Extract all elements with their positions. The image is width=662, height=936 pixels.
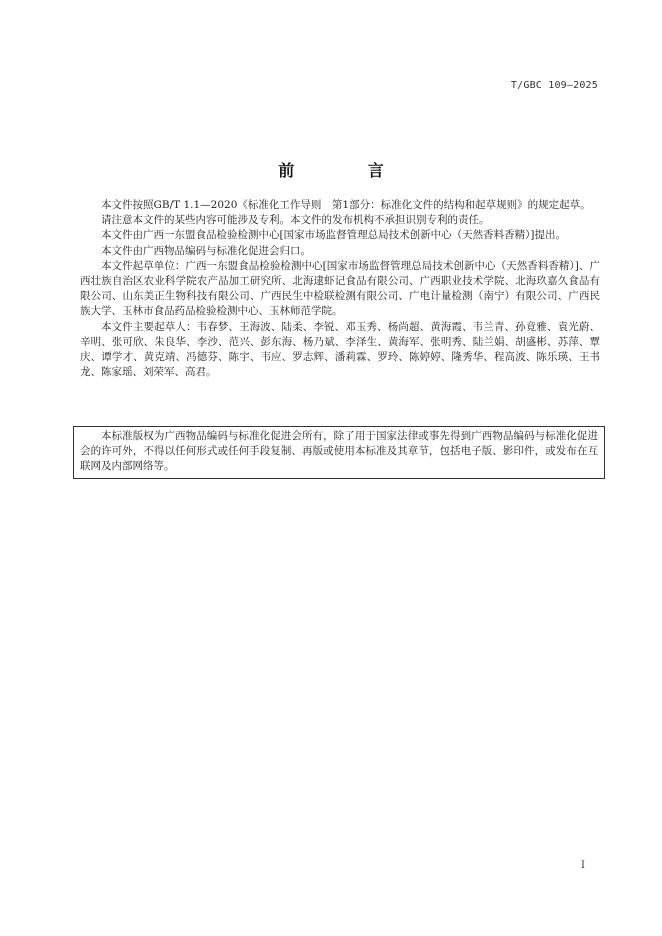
- paragraph-administrator: 本文件由广西物品编码与标准化促进会归口。: [101, 244, 311, 257]
- copyright-notice-box: [73, 426, 605, 479]
- copyright-notice-text: 本标准版权为广西物品编码与标准化促进会所有，除了用于国家法律或事先得到广西物品编码与标准化促进会的许可外，不得以任何形式或任何手段复制、再版或使用本标准及其章节，包括电子版、影印件，或发布在互联网及内部网络等。: [80, 430, 598, 473]
- paragraph-drafters: 本文件主要起草人：韦春梦、王海波、陆柔、李锐、邓玉秀、杨尚超、黄海霞、韦兰青、孙竟雅、袁光蔚、辛明、张可欣、朱良华、李沙、范兴、彭东海、杨乃斌、李泽生、黄海军、张明秀、陆兰娟、胡盛彬、苏萍、覃庆、谭学才、黄克靖、冯德芬、陈宇、韦应、罗志辉、潘莉霖、罗玲、陈婷婷、隆秀华、程高波、陈乐瑛、王书龙、陈家瑶、刘荣军、高君。: [80, 320, 600, 379]
- page-number: I: [581, 860, 585, 871]
- paragraph-drafting-rules: 本文件按照GB/T 1.1—2020《标准化工作导则 第1部分：标准化文件的结构和起草规则》的规定起草。: [101, 199, 591, 211]
- standard-code: T/GBC 109—2025: [510, 80, 598, 91]
- foreword-title: 前 言: [278, 161, 418, 180]
- paragraph-patent-notice: 请注意本文件的某些内容可能涉及专利。本文件的发布机构不承担识别专利的责任。: [101, 214, 490, 227]
- paragraph-proposer: 本文件由广西一东盟食品检验检测中心[国家市场监督管理总局技术创新中心（天然香料香精）]提出。: [101, 229, 566, 242]
- paragraph-drafting-units: 本文件起草单位：广西一东盟食品检验检测中心[国家市场监督管理总局技术创新中心（天然香料香精）]、广西壮族自治区农业科学院农产品加工研究所、北海逮虾记食品有限公司、广西职业技术学院、北海玖嘉久食品有限公司、山东美正生物科技有限公司、广西民生中检联检测有限公司、广电计量检测（南宁）有限公司、广西民族大学、玉林市食品药品检验检测中心、玉林师范学院。: [80, 259, 600, 318]
- foreword-body: [80, 198, 600, 380]
